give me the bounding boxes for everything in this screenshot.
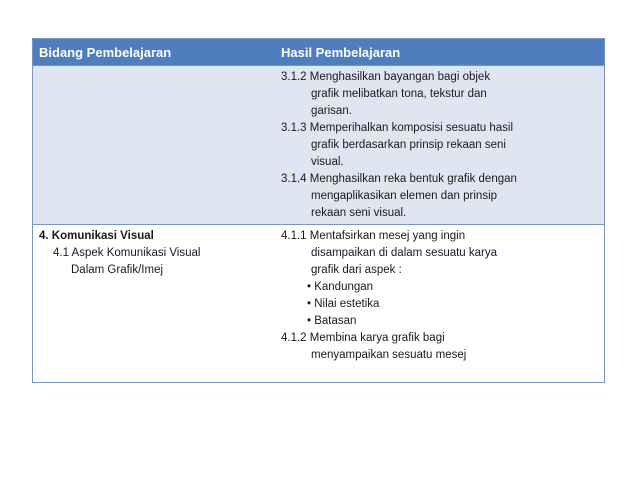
bullet-item: • Batasan <box>307 315 357 327</box>
row2-hasil-cell <box>273 225 604 382</box>
bullet-item: • Kandungan <box>307 281 374 293</box>
bullet-item: • Nilai estetika <box>307 298 380 310</box>
table-header-row <box>33 39 604 65</box>
table-row <box>33 224 604 382</box>
header-bidang-pembelajaran: Bidang Pembelajaran <box>39 44 172 60</box>
hasil-line: grafik berdasarkan prinsip rekaan seni <box>311 139 506 151</box>
table-row <box>33 65 604 224</box>
row2-bidang-cell <box>33 225 273 382</box>
curriculum-table <box>32 38 605 383</box>
hasil-line: menyampaikan sesuatu mesej <box>311 349 467 361</box>
bidang-subtitle-continued: Dalam Grafik/Imej <box>71 264 164 276</box>
hasil-line: 3.1.4 Menghasilkan reka bentuk grafik dengan <box>281 173 517 185</box>
bidang-title: 4. Komunikasi Visual <box>39 230 154 242</box>
hasil-line: 3.1.2 Menghasilkan bayangan bagi objek <box>281 71 491 83</box>
hasil-line: visual. <box>311 156 344 168</box>
hasil-line: grafik dari aspek : <box>311 264 402 276</box>
row1-bidang-cell <box>33 66 273 224</box>
bidang-subtitle: 4.1 Aspek Komunikasi Visual <box>53 247 201 259</box>
hasil-line: 3.1.3 Memperihalkan komposisi sesuatu hasil <box>281 122 514 134</box>
hasil-line: 4.1.2 Membina karya grafik bagi <box>281 332 445 344</box>
hasil-line: mengaplikasikan elemen dan prinsip <box>311 190 498 202</box>
hasil-line: rekaan seni visual. <box>311 207 407 219</box>
row1-hasil-cell <box>273 66 604 224</box>
hasil-line: 4.1.1 Mentafsirkan mesej yang ingin <box>281 230 466 242</box>
hasil-line: disampaikan di dalam sesuatu karya <box>311 247 498 259</box>
hasil-line: grafik melibatkan tona, tekstur dan <box>311 88 487 100</box>
hasil-line: garisan. <box>311 105 352 117</box>
header-hasil-pembelajaran: Hasil Pembelajaran <box>281 44 401 60</box>
